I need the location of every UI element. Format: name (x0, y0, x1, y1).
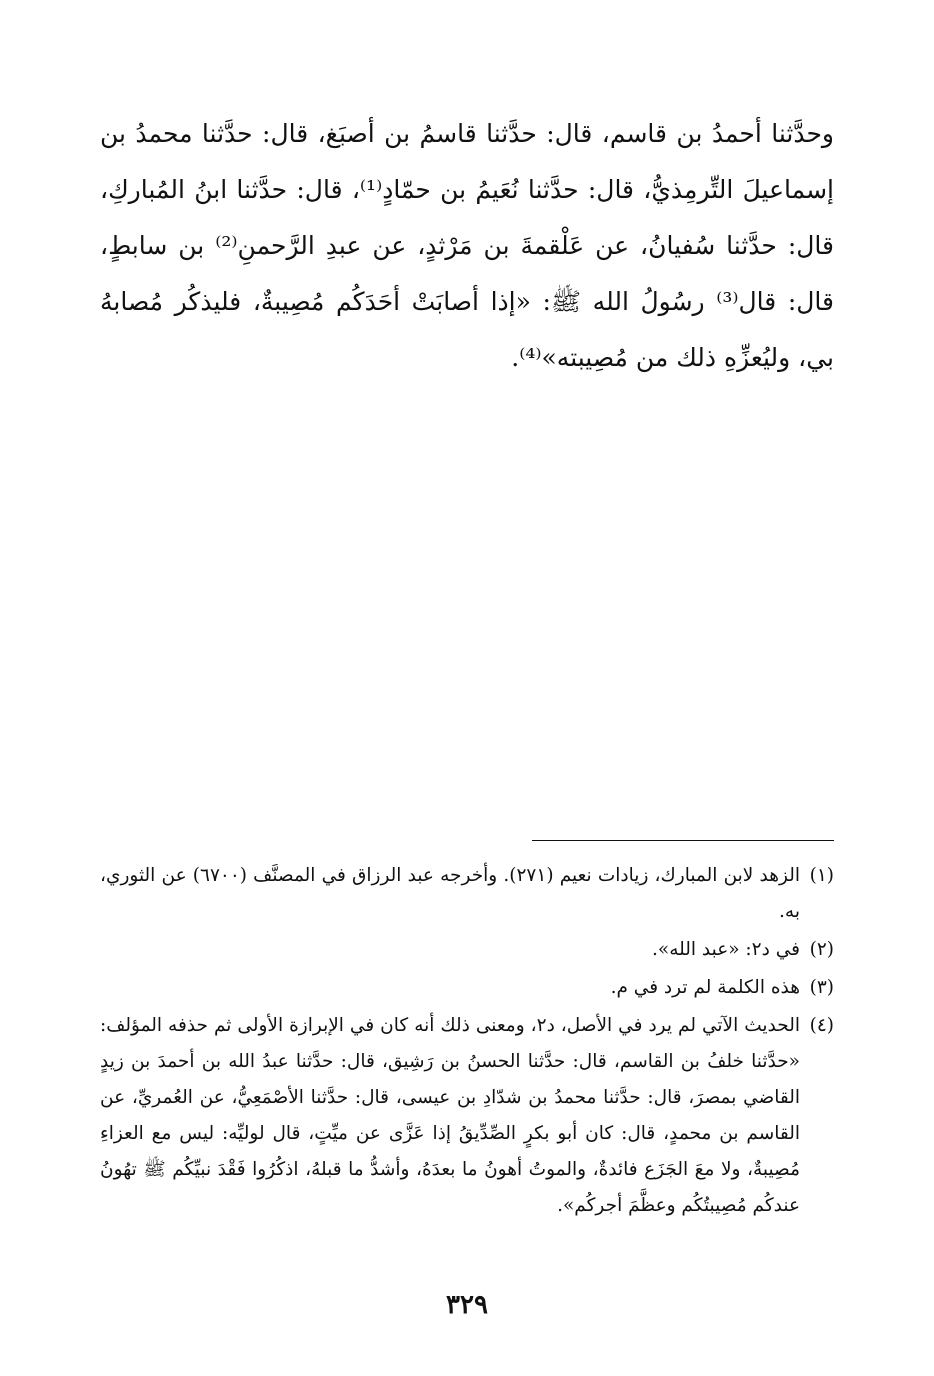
footnote-4 (100, 1008, 834, 1224)
footnote-1 (100, 858, 834, 930)
hadith-paragraph: وحدَّثنا أحمدُ بن قاسم، قال: حدَّثنا قاسمُ بن أصبَغ، قال: حدَّثنا محمدُ بن إسماعيلَ التِّرمِذيُّ، قال: حدَّثنا نُعَيمُ بن حمّادٍ⁽¹⁾، قال: حدَّثنا ابنُ المُباركِ، قال: حدَّثنا سُفيانُ، عن عَلْقمةَ بن مَرْثدٍ، عن عبدِ الرَّحمنِ⁽²⁾ بن سابطٍ، قال: قال⁽³⁾ رسُولُ الله ﷺ: «إذا أصابَتْ أحَدَكُم مُصِيبةٌ، فليذكُر مُصابهُ بي، وليُعزِّهِ ذلك من مُصِيبته»⁽⁴⁾. (100, 119, 834, 372)
footnote-divider (532, 840, 834, 841)
footnote-text: هذه الكلمة لم ترد في م. (610, 977, 800, 998)
footnote-number: (١) (809, 865, 834, 886)
main-text-block (100, 106, 834, 386)
footnote-number: (٢) (809, 939, 834, 960)
footnote-number: (٤) (809, 1015, 834, 1036)
footnote-text: الحديث الآتي لم يرد في الأصل، د٢، ومعنى ذلك أنه كان في الإبرازة الأولى ثم حذفه المؤلف: «حدَّثنا خلفُ بن القاسم، قال: حدَّثنا الحسنُ بن رَشِيق، قال: حدَّثنا عبدُ الله بن أحمدَ بن زيدٍ القاضي بمصرَ، قال: حدَّثنا محمدُ بن شدّادِ بن عيسى، قال: حدَّثنا الأصْمَعِيُّ، عن العُمريِّ، عن القاسم بن محمدٍ، قال: كان أبو بكرٍ الصِّدِّيقُ إذا عَزَّى عن ميِّتٍ، قال لوليِّه: ليس مع العزاءِ مُصِيبةٌ، ولا معَ الجَزَع فائدةٌ، والموتُ أهونُ ما بعدَهُ، وأشدُّ ما قبلهُ، اذكُرُوا فَقْدَ نبيِّكُم ﷺ تهُونُ عندكُم مُصِيبتُكُم وعظَّمَ أجركُم». (100, 1015, 800, 1216)
page-number: ٣٢٩ (446, 1290, 488, 1320)
footnote-number: (٣) (809, 977, 834, 998)
footnote-text: الزهد لابن المبارك، زيادات نعيم (٢٧١). وأخرجه عبد الرزاق في المصنَّف (٦٧٠٠) عن الثوري، به. (100, 865, 800, 922)
footnote-2 (100, 932, 834, 968)
footnote-text: في د٢: «عبد الله». (652, 939, 800, 960)
footnote-3 (100, 970, 834, 1006)
footnotes-section (100, 858, 834, 1224)
